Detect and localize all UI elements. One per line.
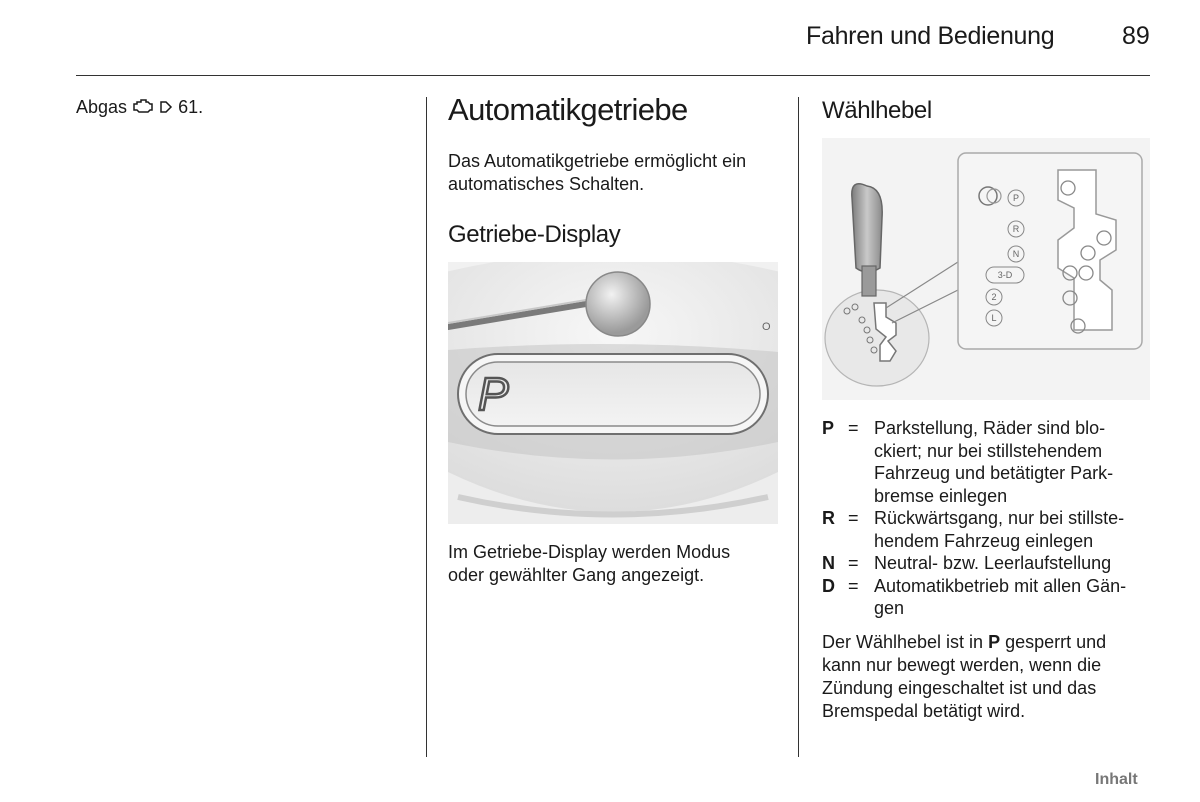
- definition-text: [874, 507, 1152, 552]
- note-line: Bremspedal betätigt wird.: [822, 701, 1026, 721]
- chapter-title: Automatikgetriebe: [448, 92, 688, 127]
- definition-line: bremse einlegen: [874, 485, 1008, 506]
- note-line: [822, 631, 1106, 654]
- definition-line: Rückwärtsgang, nur bei stillste-: [874, 508, 1125, 528]
- header-divider: [76, 75, 1150, 76]
- definition-row: [822, 417, 1152, 507]
- table-of-contents-link[interactable]: Inhalt: [1095, 771, 1138, 788]
- definition-line: hendem Fahrzeug einlegen: [874, 530, 1094, 551]
- note-line: kann nur bewegt werden, wenn die: [822, 655, 1102, 675]
- engine-warning-icon: [132, 98, 154, 116]
- svg-text:O: O: [762, 321, 771, 333]
- gear-definition-list: [822, 417, 1152, 620]
- definition-line: Fahrzeug und betätigter Park-: [874, 463, 1114, 483]
- gate-label-3d: 3-D: [997, 270, 1013, 280]
- selector-lever-title: Wählhebel: [822, 97, 932, 124]
- definition-line: ckiert; nur bei stillstehendem: [874, 440, 1103, 461]
- note-line: Zündung eingeschaltet ist und das: [822, 678, 1097, 698]
- definition-equals: =: [848, 418, 859, 438]
- note-text: gesperrt und: [1005, 632, 1107, 652]
- definition-text: [874, 417, 1152, 507]
- cross-reference-text: Abgas: [76, 96, 128, 117]
- display-caption: [448, 541, 730, 587]
- note-bold-gear: P: [988, 632, 1001, 652]
- transmission-display-figure: [448, 262, 778, 524]
- definition-key: N: [822, 553, 835, 573]
- definition-key: D: [822, 575, 835, 596]
- definition-equals: =: [848, 553, 859, 573]
- caption-line: oder gewählter Gang angezeigt.: [448, 565, 705, 585]
- column-divider-left: [426, 97, 427, 757]
- intro-paragraph: [448, 150, 746, 196]
- definition-text: [874, 552, 1152, 575]
- page-number: 89: [1122, 22, 1150, 50]
- definition-key: R: [822, 508, 835, 528]
- definition-row: [822, 552, 1152, 575]
- gate-label-2: 2: [991, 292, 997, 302]
- selector-lever-figure: [822, 138, 1150, 400]
- display-section-title: Getriebe-Display: [448, 221, 621, 248]
- definition-line: Automatikbetrieb mit allen Gän-: [874, 575, 1127, 596]
- column-divider-right: [798, 97, 799, 757]
- note-text: Der Wählhebel ist in: [822, 632, 984, 652]
- definition-line: Parkstellung, Räder sind blo-: [874, 418, 1106, 438]
- selector-lever-note: [822, 631, 1106, 723]
- definition-key: P: [822, 418, 835, 438]
- gate-label-r: R: [1012, 224, 1020, 234]
- definition-line: gen: [874, 598, 905, 618]
- section-heading: Fahren und Bedienung: [806, 22, 1055, 50]
- page-reference-arrow-icon: [159, 99, 173, 115]
- caption-line: Im Getriebe-Display werden Modus: [448, 542, 731, 562]
- definition-line: Neutral- bzw. Leerlaufstellung: [874, 553, 1112, 573]
- definition-equals: =: [848, 575, 859, 596]
- gate-label-p: P: [1012, 193, 1020, 203]
- gate-label-n: N: [1012, 249, 1020, 259]
- definition-text: [874, 575, 1152, 620]
- intro-line: automatisches Schalten.: [448, 174, 645, 194]
- gate-label-l: L: [991, 313, 997, 323]
- intro-line: Das Automatikgetriebe ermöglicht ein: [448, 151, 747, 171]
- cross-reference-page: 61.: [178, 96, 204, 117]
- display-gear-symbol: P: [478, 368, 509, 420]
- definition-row: [822, 575, 1152, 620]
- definition-row: [822, 507, 1152, 552]
- cross-reference[interactable]: [76, 96, 203, 118]
- definition-equals: =: [848, 508, 859, 528]
